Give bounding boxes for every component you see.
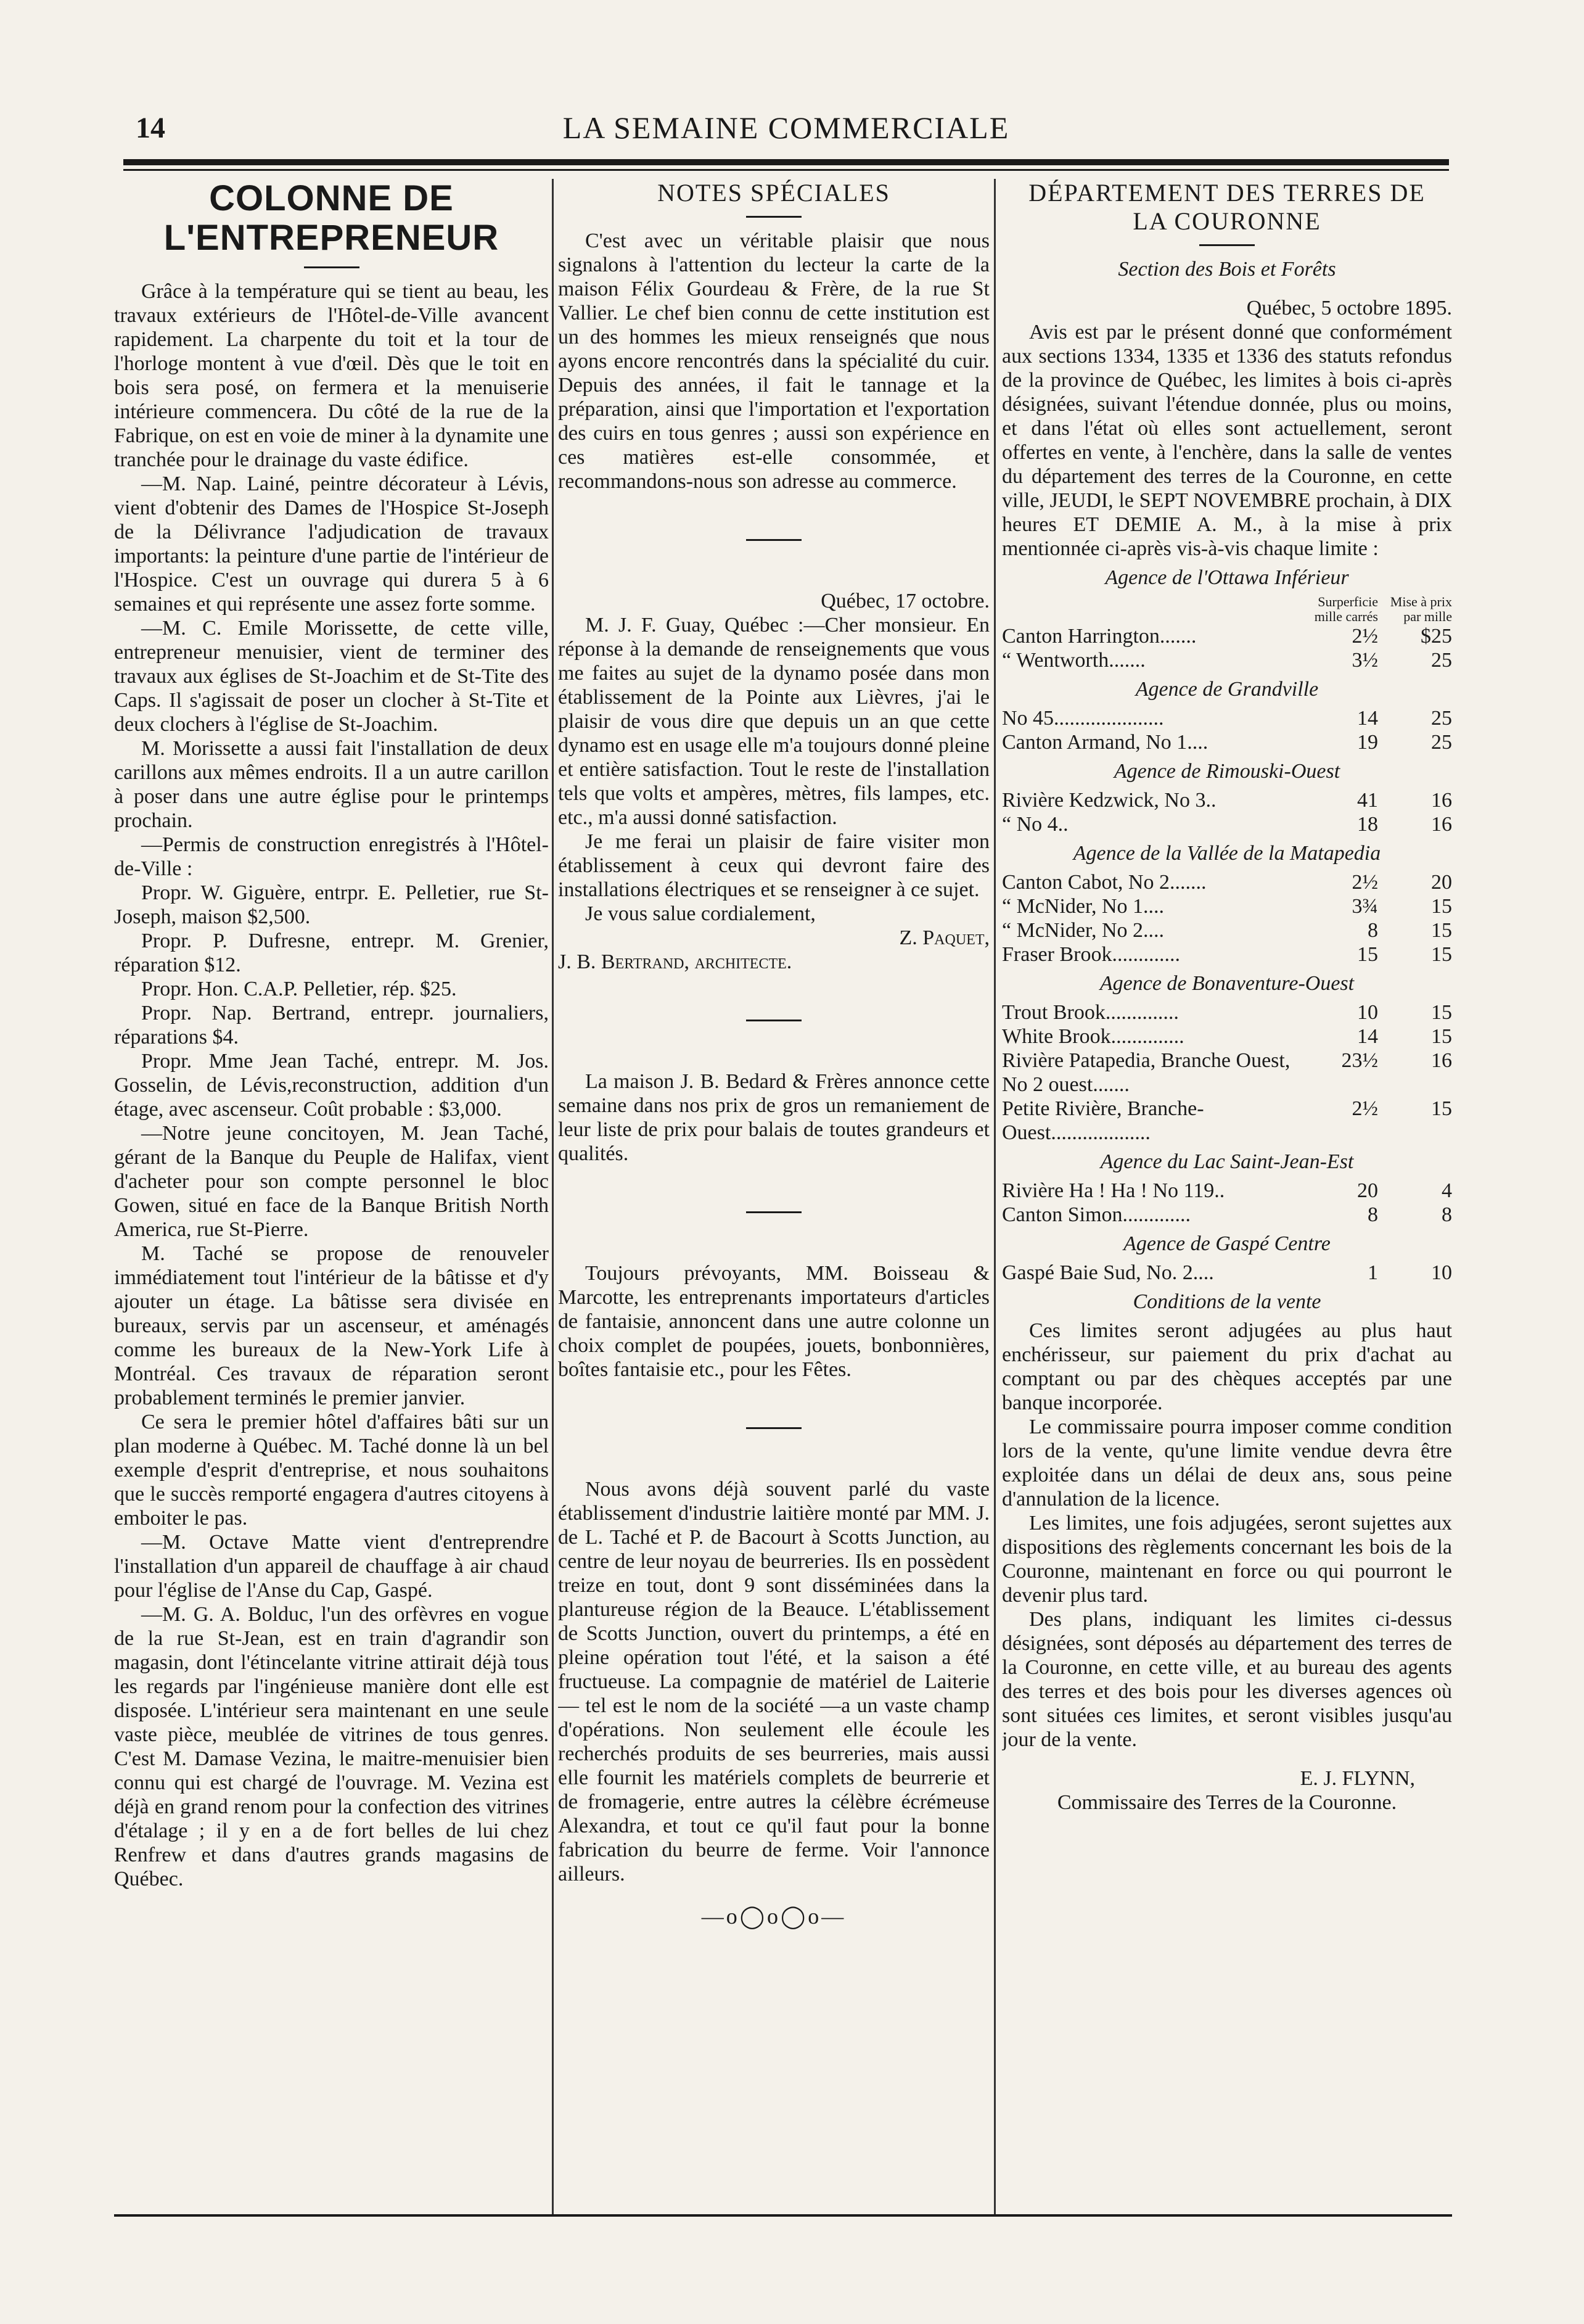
section-dash — [746, 1211, 802, 1213]
section-subtitle: Section des Bois et Forêts — [1118, 258, 1336, 281]
column-separator-2 — [994, 179, 996, 2214]
column-terres-couronne — [1002, 179, 1452, 2239]
table-row: Canton Harrington....... 2½ $25 — [1002, 625, 1452, 648]
title-dash — [1199, 244, 1255, 246]
limits-table — [1002, 1179, 1452, 1227]
article-paragraph: Ce sera le premier hôtel d'affaires bâti sur un plan moderne à Québec. M. Taché donne là un bel exemple d'esprit d'entreprise, et nous souhaitons que le succès remporté engagera d'autres citoyens à emboiter le pas. — [114, 1411, 549, 1530]
section-dash — [746, 539, 802, 541]
header-rule-thin — [123, 169, 1449, 171]
condition-paragraph: Des plans, indiquant les limites ci-dessus désignées, sont déposés au département des terres de la Couronne, en cette ville, et au bureau des agents des terres et des bois pour les diverses agences où sont situées ces limites, et seront visibles jusqu'au jour de la vente. — [1002, 1608, 1452, 1751]
letter-architect: J. B. Bertrand, architecte. — [558, 950, 792, 973]
limits-table — [1002, 1000, 1452, 1145]
column-title-entrepreneur: COLONNE DE L'ENTREPRENEUR — [163, 179, 499, 258]
permit-entry: Propr. W. Giguère, entrpr. E. Pelletier, rue St-Joseph, maison $2,500. — [114, 881, 549, 928]
condition-paragraph: Les limites, une fois adjugées, seront sujettes aux dispositions des règlements concernant les bois de la Couronne, maintenant en force ou qui pourront le devenir plus tard. — [1002, 1512, 1452, 1607]
column-separator-1 — [552, 179, 554, 2214]
notice-intro: Avis est par le présent donné que conformément aux sections 1334, 1335 et 1336 des statuts refondus de la province de Québec, les limites à bois ci-après désignées, suivant l'étendue donnée, plus ou moins, et dans l'état où elles sont actuellement, seront offertes en vente, à l'enchère, dans la salle de ventes du département des terres de la Couronne, en cette ville, JEUDI, le SEPT NOVEMBRE prochain, à DIX heures ET DEMIE A. M., à la mise à prix mentionnée ci-après vis-à-vis chaque limite : — [1002, 321, 1452, 560]
table-row: “ McNider, No 1.... 3¾ 15 — [1002, 895, 1452, 918]
agency-heading: Agence de l'Ottawa Inférieur — [1105, 566, 1349, 589]
table-row: Canton Simon............. 8 8 — [1002, 1203, 1452, 1226]
letter-signature: Z. Paquet, — [899, 926, 990, 949]
table-row: White Brook.............. 14 15 — [1002, 1025, 1452, 1048]
limits-table — [1002, 706, 1452, 754]
limits-table — [1002, 595, 1452, 672]
page-header — [123, 105, 1449, 154]
agency-heading: Agence de la Vallée de la Matapedia — [1073, 842, 1381, 865]
article-paragraph: —Permis de construction enregistrés à l'Hôtel-de-Ville : — [114, 833, 549, 880]
article-paragraph: —M. Nap. Lainé, peintre décorateur à Lévis, vient d'obtenir des Dames de l'Hospice St-Joseph de la Délivrance l'adjudication de travaux importants: la peinture d'une partie de l'intérieur de l'Hospice. C'est un ouvrage qui durera 5 à 6 semaines et qui représente une assez forte somme. — [114, 472, 549, 616]
page-number: 14 — [136, 112, 165, 144]
conditions-heading: Conditions de la vente — [1133, 1290, 1321, 1313]
table-row: Gaspé Baie Sud, No. 2.... 1 10 — [1002, 1261, 1452, 1284]
permit-entry: Propr. Mme Jean Taché, entrepr. M. Jos. Gosselin, de Lévis,reconstruction, addition d'un étage, avec ascenseur. Coût probable : $3,000. — [114, 1050, 549, 1121]
article-paragraph: Grâce à la température qui se tient au beau, les travaux extérieurs de l'Hôtel-de-Ville avancent rapidement. La charpente du toit et la tour de l'horloge montent à vue d'œil. Dès que le toit en bois sera posé, on fermera et la menuiserie intérieure commencera. Du côté de la rue de la Fabrique, on est en voie de miner à la dynamite une tranchée pour le drainage du vaste édifice. — [114, 280, 549, 471]
header-rule-thick — [123, 159, 1449, 165]
footer-rule — [114, 2214, 1452, 2217]
agency-heading: Agence de Gaspé Centre — [1123, 1232, 1331, 1255]
table-row: “ McNider, No 2.... 8 15 — [1002, 919, 1452, 942]
article-paragraph: —M. C. Emile Morissette, de cette ville, entrepreneur menuisier, vient de terminer des travaux aux églises de St-Joachim et de St-Tite des Caps. Il s'agissait de poser un clocher à St-Tite et deux clochers à l'église de St-Joachim. — [114, 617, 549, 736]
commissioner-title: Commissaire des Terres de la Couronne. — [1057, 1791, 1397, 1814]
article-paragraph: M. Taché se propose de renouveler immédiatement tout l'intérieur de la bâtisse et d'y ajouter un étage. La bâtisse sera divisée en bureaux, servis par un ascenseur, et aménagés comme les bureaux de la New-York Life à Montréal. Ces travaux de réparation seront probablement terminés le premier janvier. — [114, 1242, 549, 1409]
table-row: Rivière Ha ! Ha ! No 119.. 20 4 — [1002, 1179, 1452, 1202]
letter-body: Je me ferai un plaisir de faire visiter mon établissement à ceux qui devront faire des installations électriques et se renseigner à ce sujet. — [558, 830, 990, 901]
table-row: Trout Brook.............. 10 15 — [1002, 1001, 1452, 1024]
section-dash — [746, 1020, 802, 1021]
notice-date: Québec, 5 octobre 1895. — [1246, 297, 1452, 319]
table-header-area: Surperficie mille carrés — [1314, 594, 1378, 624]
column-title-notes: NOTES SPÉCIALES — [657, 179, 890, 207]
letter-body: M. J. F. Guay, Québec :—Cher monsieur. En réponse à la demande de renseignements que vous me faites au sujet de la dynamo posée dans mon établissement de la Pointe aux Lièvres, j'ai le plaisir de vous dire que depuis un an que cette dynamo est en usage elle m'a toujours donné pleine et entière satisfaction. Tout le reste de l'installation tels que volts et ampères, mètres, fils lampes, etc. etc., m'a aussi donné satisfaction. — [558, 614, 990, 829]
permit-entry: Propr. P. Dufresne, entrepr. M. Grenier, réparation $12. — [114, 929, 549, 976]
agency-heading: Agence du Lac Saint-Jean-Est — [1100, 1150, 1354, 1173]
article-paragraph: —M. Octave Matte vient d'entreprendre l'installation d'un appareil de chauffage à air chaud pour l'église de l'Anse du Cap, Gaspé. — [114, 1531, 549, 1602]
article-paragraph: —Notre jeune concitoyen, M. Jean Taché, gérant de la Banque du Peuple de Halifax, vient d'acheter pour son compte personnel le bloc Gowen, situé en face de la Banque British North America, rue St-Pierre. — [114, 1122, 549, 1241]
limits-table — [1002, 788, 1452, 836]
table-row: Rivière Patapedia, Branche Ouest, No 2 ouest....... 23½ 16 — [1002, 1049, 1452, 1096]
agency-heading: Agence de Grandville — [1135, 678, 1319, 701]
column-entrepreneur — [114, 179, 549, 2239]
condition-paragraph: Ces limites seront adjugées au plus haut enchérisseur, sur paiement du prix d'achat au comptant ou par des chèques acceptés par une banque incorporée. — [1002, 1319, 1452, 1414]
article-paragraph: —M. G. A. Bolduc, l'un des orfèvres en vogue de la rue St-Jean, est en train d'agrandir son magasin, dont l'étincelante vitrine attirait déjà tous les regards par l'ingénieuse manière dont elle est disposée. L'intérieur sera maintenant en une seule vaste pièce, meublée de vitrines de tous genres. C'est M. Damase Vezina, le maitre-menuisier bien connu qui est chargé de l'ouvrage. M. Vezina est déjà en grand renom pour la confection des vitrines d'étalage ; il y en a de fort belles de lui chez Renfrew et dans d'autres grands magasins de Québec. — [114, 1603, 549, 1890]
table-row: Canton Cabot, No 2....... 2½ 20 — [1002, 871, 1452, 894]
note-gourdeau: C'est avec un véritable plaisir que nous signalons à l'attention du lecteur la carte de la maison Félix Gourdeau & Frère, de la rue St Vallier. Le chef bien connu de cette institution est un des hommes les mieux renseignés que nous ayons encore rencontrés dans la spécialité du cuir. Depuis des années, il fait le tannage et la préparation, ainsi que l'importation et l'exportation des cuirs en tous genres ; aussi son expérience en ces matières est-elle consommée, et recommandons-nous son adresse au commerce. — [558, 229, 990, 493]
title-dash — [304, 266, 359, 268]
title-dash — [746, 216, 802, 218]
table-row: Fraser Brook............. 15 15 — [1002, 943, 1452, 966]
table-row: No 45..................... 14 25 — [1002, 707, 1452, 730]
limits-table — [1002, 870, 1452, 966]
column-notes-speciales — [558, 179, 990, 2239]
note-laiterie: Nous avons déjà souvent parlé du vaste établissement d'industrie laitière monté par MM. J. de L. Taché et P. de Bacourt à Scotts Junction, au centre de leur noyau de beurreries. Ils en possèdent treize en tout, dont 9 sont disséminées dans la plantureuse région de la Beauce. L'établissement de Scotts Junction, ouvert du printemps, a été en pleine opération tout l'été, et la saison a été fructueuse. La compagnie de matériel de Laiterie— tel est le nom de la société —a un vaste champ d'opérations. Non seulement elle écoule les recherchés produits de ses beurreries, mais aussi elle fournit les matériels complets de beurrerie et de fromagerie, entre autres la célèbre écrémeuse Alexandra, et tout ce qu'il faut pour la bonne fabrication du beurre de ferme. Voir l'annonce ailleurs. — [558, 1478, 990, 1885]
closing-ornament: —o◯o◯o— — [701, 1904, 847, 1929]
table-row: “ No 4.. 18 16 — [1002, 813, 1452, 836]
section-dash — [746, 1427, 802, 1429]
column-title-terres: DÉPARTEMENT DES TERRES DE — [1028, 179, 1426, 207]
agency-heading: Agence de Rimouski-Ouest — [1114, 760, 1340, 783]
agency-heading: Agence de Bonaventure-Ouest — [1099, 972, 1355, 995]
limits-table — [1002, 1261, 1452, 1285]
permit-entry: Propr. Nap. Bertrand, entrepr. journaliers, réparations $4. — [114, 1002, 549, 1049]
note-bedard: La maison J. B. Bedard & Frères annonce cette semaine dans nos prix de gros un remaniement de leur liste de prix pour balais de toutes grandeurs et qualités. — [558, 1070, 990, 1165]
table-header-price: Mise à prix par mille — [1390, 594, 1452, 624]
table-row: Canton Armand, No 1.... 19 25 — [1002, 731, 1452, 754]
commissioner-signature: E. J. FLYNN, — [1300, 1767, 1415, 1790]
running-title: LA SEMAINE COMMERCIALE — [562, 110, 1010, 145]
letter-closing: Je vous salue cordialement, — [585, 902, 816, 925]
table-row: Petite Rivière, Branche-Ouest................... 2½ 15 — [1002, 1097, 1452, 1144]
letter-date: Québec, 17 octobre. — [821, 590, 990, 612]
column-title-terres-2: LA COURONNE — [1133, 207, 1321, 235]
condition-paragraph: Le commissaire pourra imposer comme condition lors de la vente, qu'une limite vendue devra être exploitée dans un délai de deux ans, sous peine d'annulation de la licence. — [1002, 1415, 1452, 1510]
article-paragraph: M. Morissette a aussi fait l'installation de deux carillons aux mêmes endroits. Il a un autre carillon à poser dans une autre église pour le printemps prochain. — [114, 737, 549, 832]
note-boisseau: Toujours prévoyants, MM. Boisseau & Marcotte, les entreprenants importateurs d'articles de fantaisie, annoncent dans une autre colonne un choix complet de poupées, jouets, bonbonnières, boîtes fantaisie etc., pour les Fêtes. — [558, 1262, 990, 1381]
table-row: “ Wentworth....... 3½ 25 — [1002, 649, 1452, 672]
table-row: Rivière Kedzwick, No 3.. 41 16 — [1002, 789, 1452, 812]
permit-entry: Propr. Hon. C.A.P. Pelletier, rép. $25. — [141, 978, 457, 1000]
